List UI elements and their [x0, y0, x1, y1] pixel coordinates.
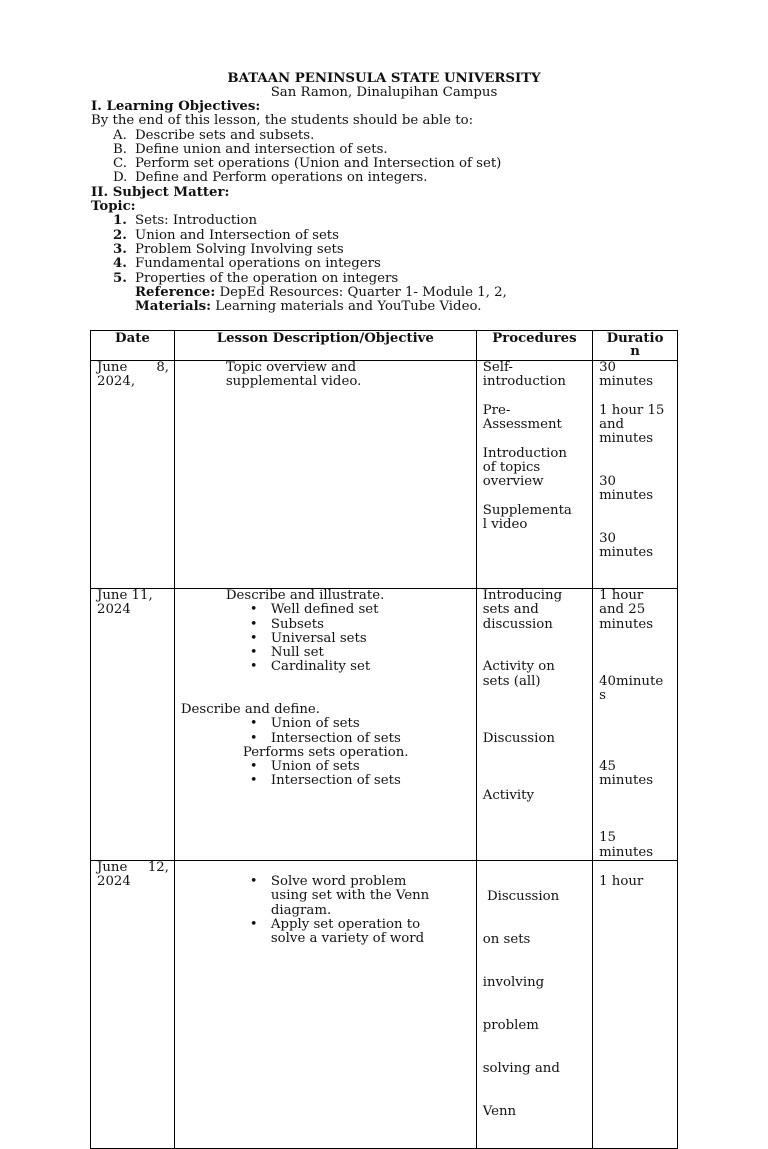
header-procedures: Procedures	[476, 331, 592, 361]
bullet-item: • Subsets	[271, 618, 476, 632]
topic-item: 2. Union and Intersection of sets	[113, 227, 339, 243]
duration-cell: 1 hour and 25 minutes 40minute s 45 minutes 15 minutes	[593, 589, 678, 861]
lesson-plan-table	[90, 330, 678, 1149]
objective-item: D. Define and Perform operations on integers.	[113, 170, 428, 186]
header-lesson-description: Lesson Description/Objective	[174, 331, 476, 361]
bullet-item: • Apply set operation to	[271, 918, 476, 932]
bullet-item: • Solve word problem	[271, 875, 476, 889]
procedures-cell: Self- introduction Pre- Assessment Introduction of topics overview Supplementa l video	[476, 361, 592, 589]
materials-line: Materials: Learning materials and YouTube Video.	[135, 299, 482, 315]
objectives-intro: By the end of this lesson, the students should be able to:	[91, 113, 474, 129]
objective-item: A. Describe sets and subsets.	[113, 127, 315, 143]
subject-matter-heading: II. Subject Matter:	[91, 184, 230, 200]
topic-item: 3. Problem Solving Involving sets	[113, 241, 344, 257]
university-title: BATAAN PENINSULA STATE UNIVERSITY	[227, 71, 541, 86]
bullet-item: • Null set	[271, 646, 476, 660]
topic-item: 1. Sets: Introduction	[113, 213, 258, 229]
duration-cell: 1 hour	[593, 860, 678, 1148]
procedures-cell: Introducing sets and discussion Activity on sets (all) Discussion Activity	[476, 589, 592, 861]
bullet-item: • Union of sets	[271, 760, 476, 774]
topic-item: 5. Properties of the operation on integers	[113, 270, 399, 286]
bullet-item: • Universal sets	[271, 632, 476, 646]
bullet-item: • Cardinality set	[271, 660, 476, 674]
topic-label: Topic:	[91, 199, 136, 215]
date-cell: June 11, 2024	[91, 589, 175, 861]
objective-item: C. Perform set operations (Union and Intersection of set)	[113, 156, 502, 172]
bullet-item: • Well defined set	[271, 603, 476, 617]
campus-name: San Ramon, Dinalupihan Campus	[270, 85, 498, 100]
objectives-heading: I. Learning Objectives:	[91, 99, 261, 114]
table-row	[91, 860, 678, 1148]
bullet-item: • Union of sets	[271, 717, 476, 731]
procedures-cell: Discussion on sets involving problem solving and Venn	[476, 860, 592, 1148]
table-row	[91, 361, 678, 589]
date-cell: June 12, 2024	[91, 860, 175, 1148]
header-duration: Duratio n	[593, 331, 678, 361]
learning-objectives-section	[91, 100, 691, 314]
duration-cell: 30 minutes 1 hour 15 and minutes 30 minutes 30 minutes	[593, 361, 678, 589]
table-header-row	[91, 331, 678, 361]
header-date: Date	[91, 331, 175, 361]
description-cell: Describe and illustrate. • Well defined set • Subsets • Universal sets • Null set • Cardinality set Describe and define. • Union of sets • Intersection of sets Performs sets operation. • Union of sets • Intersection of sets	[174, 589, 476, 861]
date-cell: June 8, 2024,	[91, 361, 175, 589]
description-cell: Topic overview and supplemental video.	[174, 361, 476, 589]
reference-line: Reference: DepEd Resources: Quarter 1- Module 1, 2,	[135, 284, 507, 300]
description-cell: • Solve word problem using set with the Venn diagram. • Apply set operation to solve a variety of word	[174, 860, 476, 1148]
topic-item: 4. Fundamental operations on integers	[113, 256, 381, 272]
bullet-item: • Intersection of sets	[271, 774, 476, 788]
table-row	[91, 589, 678, 861]
objective-item: B. Define union and intersection of sets.	[113, 141, 388, 157]
bullet-item: • Intersection of sets	[271, 732, 476, 746]
